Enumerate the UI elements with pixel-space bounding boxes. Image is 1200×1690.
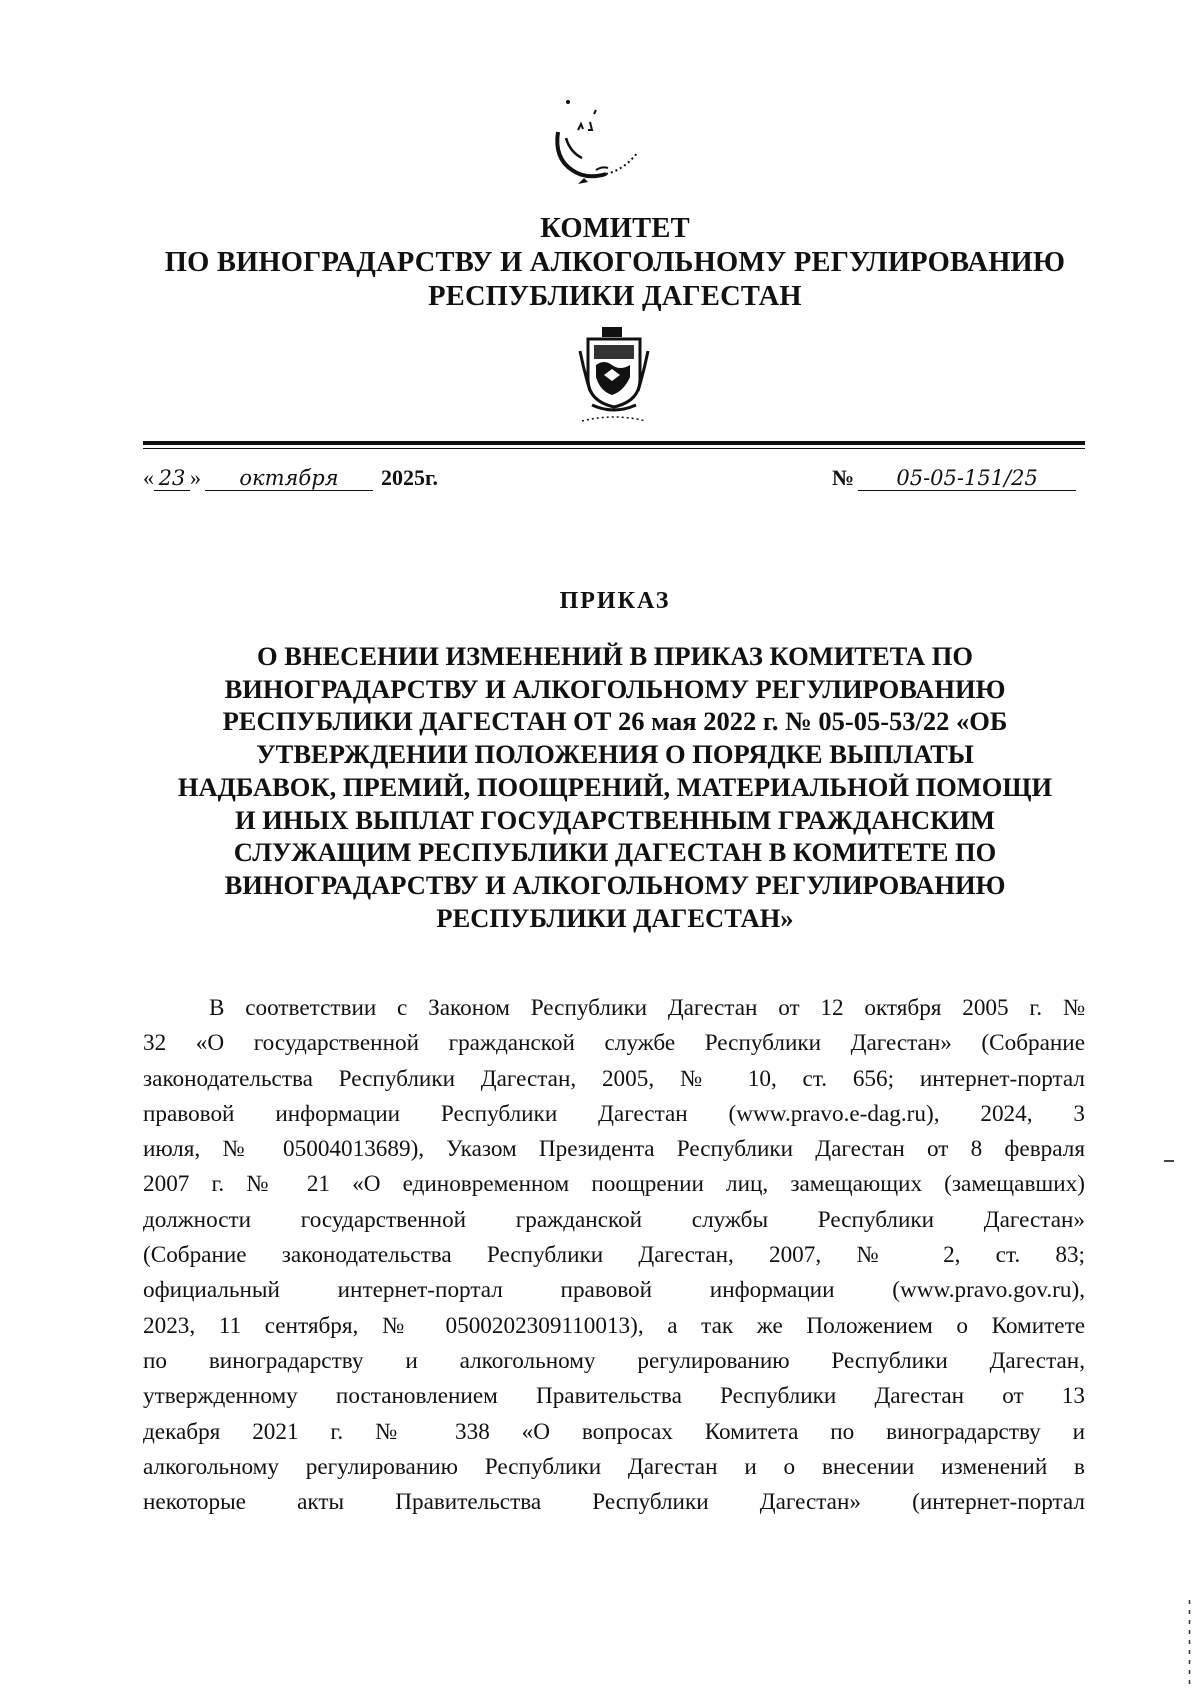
body-line: должности государственной гражданской службы Республики Дагестан» <box>143 1206 1085 1233</box>
body-line: 2023, 11 сентября, № 0500202309110013), а так же Положением о Комитете <box>143 1312 1085 1339</box>
header-rule-thin <box>143 448 1085 449</box>
subject-line: СЛУЖАЩИМ РЕСПУБЛИКИ ДАГЕСТАН В КОМИТЕТЕ ПО <box>233 837 997 868</box>
document-date <box>143 463 438 493</box>
body-paragraph <box>143 991 1085 1520</box>
order-subject <box>130 640 1100 934</box>
document-number <box>832 463 1076 493</box>
subject-line: О ВНЕСЕНИИ ИЗМЕНЕНИЙ В ПРИКАЗ КОМИТЕТА ПО <box>256 641 974 671</box>
body-line: официальный интернет-портал правовой информации (www.pravo.gov.ru), <box>143 1277 1085 1304</box>
subject-line: НАДБАВОК, ПРЕМИЙ, ПООЩРЕНИЙ, МАТЕРИАЛЬНОЙ ПОМОЩИ <box>177 771 1053 802</box>
organization-line: КОМИТЕТ <box>540 213 690 244</box>
subject-line: РЕСПУБЛИКИ ДАГЕСТАН ОТ 26 мая 2022 г. № 05-05-53/22 «ОБ <box>222 706 1008 737</box>
scan-edge-artifact <box>1188 1600 1191 1690</box>
body-line: некоторые акты Правительства Республики Дагестан» (интернет-портал <box>143 1489 1085 1516</box>
organization-line: РЕСПУБЛИКИ ДАГЕСТАН <box>428 281 802 312</box>
body-line: алкогольному регулированию Республики Дагестан и о внесении изменений в <box>143 1453 1085 1480</box>
coat-of-arms-icon <box>574 325 654 435</box>
date-open-quote: « <box>143 465 154 490</box>
date-month: октября <box>205 466 373 491</box>
body-line: по виноградарству и алкогольному регулированию Республики Дагестан, <box>143 1347 1085 1374</box>
order-title: ПРИКАЗ <box>559 588 671 614</box>
body-line: (Собрание законодательства Республики Дагестан, 2007, № 2, ст. 83; <box>143 1242 1085 1269</box>
national-emblem-icon <box>548 100 668 210</box>
date-year: 2025г. <box>381 465 439 490</box>
number-value: 05-05-151/25 <box>858 466 1076 491</box>
number-label: № <box>832 465 855 490</box>
body-line: утвержденному постановлением Правительства Республики Дагестан от 13 <box>143 1383 1085 1410</box>
subject-line: УТВЕРЖДЕНИИ ПОЛОЖЕНИЯ О ПОРЯДКЕ ВЫПЛАТЫ <box>256 739 974 770</box>
header-rule <box>143 441 1085 445</box>
body-line: законодательства Республики Дагестан, 2005, № 10, ст. 656; интернет-портал <box>143 1065 1085 1092</box>
date-day: 23 <box>154 466 190 491</box>
subject-line: И ИНЫХ ВЫПЛАТ ГОСУДАРСТВЕННЫМ ГРАЖДАНСКИМ <box>235 804 995 835</box>
body-line: 2007 г. № 21 «О единовременном поощрении лиц, замещающих (замещавших) <box>143 1171 1085 1198</box>
scan-artifact <box>1164 1160 1174 1162</box>
organization-line: ПО ВИНОГРАДАРСТВУ И АЛКОГОЛЬНОМУ РЕГУЛИРОВАНИЮ <box>164 247 1066 278</box>
subject-line: РЕСПУБЛИКИ ДАГЕСТАН» <box>436 902 794 933</box>
subject-line: ВИНОГРАДАРСТВУ И АЛКОГОЛЬНОМУ РЕГУЛИРОВАНИЮ <box>224 869 1006 900</box>
subject-line: ВИНОГРАДАРСТВУ И АЛКОГОЛЬНОМУ РЕГУЛИРОВАНИЮ <box>224 673 1006 704</box>
organization-header <box>120 212 1110 314</box>
body-line: декабря 2021 г. № 338 «О вопросах Комитета по виноградарству и <box>143 1418 1085 1445</box>
body-line: правовой информации Республики Дагестан (www.pravo.e-dag.ru), 2024, 3 <box>143 1100 1085 1127</box>
body-line: 32 «О государственной гражданской службе Республики Дагестан» (Собрание <box>143 1030 1085 1057</box>
body-line: июля, № 05004013689), Указом Президента Республики Дагестан от 8 февраля <box>143 1136 1085 1163</box>
date-close-quote: » <box>190 465 201 490</box>
body-line: В соответствии с Законом Республики Дагестан от 12 октября 2005 г. № <box>209 995 1085 1021</box>
